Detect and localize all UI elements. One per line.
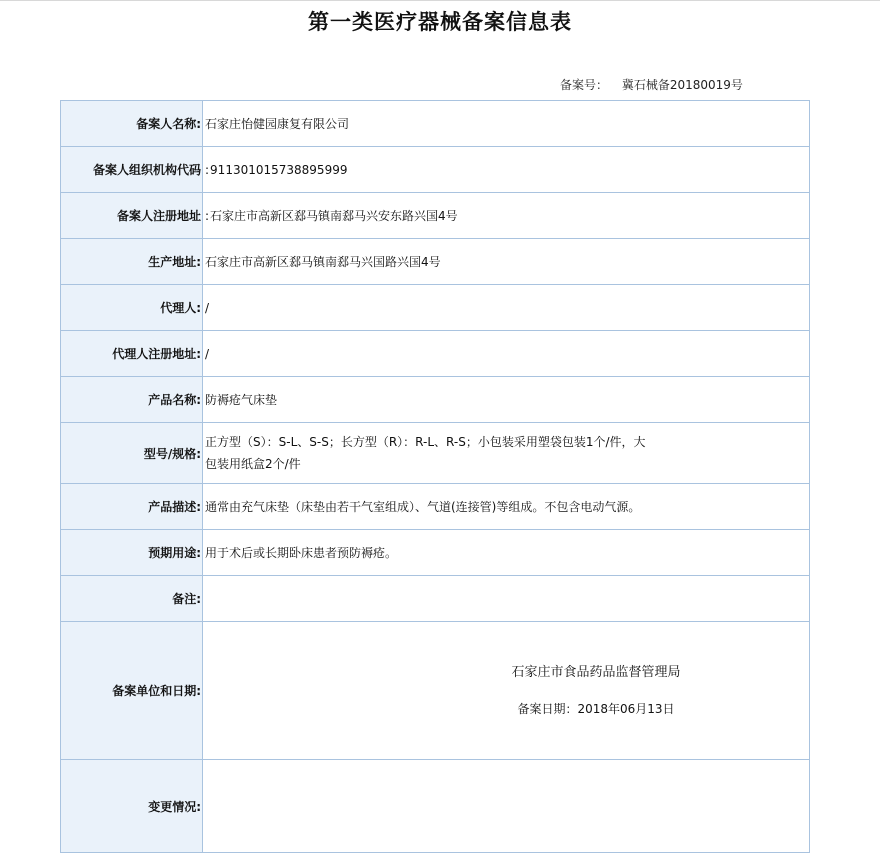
- filing-unit-name: 石家庄市食品药品监督管理局: [511, 664, 681, 680]
- table-row: [61, 530, 810, 576]
- org-code-value-text: 911301015738895999: [210, 162, 348, 177]
- table-row: [61, 423, 810, 484]
- row-label-filer-address: [61, 193, 203, 239]
- row-value-change-status: [203, 760, 810, 853]
- table-row: [61, 147, 810, 193]
- row-label-remarks: 备注:: [61, 576, 203, 622]
- filing-date: 备案日期：2018年06月13日: [517, 701, 675, 716]
- row-label-model-spec: 型号/规格:: [61, 423, 203, 484]
- table-row: [61, 760, 810, 853]
- row-value-agent-address: /: [203, 331, 810, 377]
- colon-mark: :: [205, 162, 210, 177]
- row-value-intended-use: 用于术后或长期卧床患者预防褥疮。: [203, 530, 810, 576]
- colon-mark: :: [205, 208, 210, 223]
- row-label-change-status: 变更情况:: [61, 760, 203, 853]
- filing-unit-block: [205, 662, 807, 720]
- row-value-agent: /: [203, 285, 810, 331]
- record-info-table: [60, 100, 810, 853]
- table-row: [61, 285, 810, 331]
- filer-address-label-text: 备案人注册地址: [116, 209, 201, 223]
- model-spec-line-1: 正方型（S）：S-L、S-S；长方型（R）：R-L、R-S；小包装采用塑袋包装1个/件，大: [205, 435, 646, 449]
- row-label-filer-name: 备案人名称:: [61, 101, 203, 147]
- row-value-filer-address: [203, 193, 810, 239]
- table-row: [61, 101, 810, 147]
- row-label-intended-use: 预期用途:: [61, 530, 203, 576]
- table-row: [61, 331, 810, 377]
- row-label-product-description: 产品描述:: [61, 484, 203, 530]
- row-value-remarks: [203, 576, 810, 622]
- filer-address-value-text: 石家庄市高新区郄马镇南郄马兴安东路兴国4号: [210, 208, 458, 223]
- table-row: [61, 576, 810, 622]
- row-label-production-address: 生产地址:: [61, 239, 203, 285]
- row-label-product-name: 产品名称:: [61, 377, 203, 423]
- row-label-filing-unit-date: 备案单位和日期:: [61, 622, 203, 760]
- table-row: [61, 484, 810, 530]
- record-number-value: 冀石械备20180019号: [621, 78, 743, 92]
- row-label-org-code: [61, 147, 203, 193]
- page-title: 第一类医疗器械备案信息表: [308, 9, 572, 34]
- row-value-model-spec: [203, 423, 810, 484]
- model-spec-line-2: 包装用纸盒2个/件: [205, 457, 301, 471]
- record-number: [560, 76, 743, 93]
- table-row: [61, 239, 810, 285]
- table-row: [61, 193, 810, 239]
- org-code-label-text: 备案人组织机构代码: [92, 163, 201, 177]
- row-label-agent-address: 代理人注册地址:: [61, 331, 203, 377]
- table-row: [61, 377, 810, 423]
- row-value-filing-unit-date: [203, 622, 810, 760]
- row-label-agent: 代理人:: [61, 285, 203, 331]
- row-value-product-name: 防褥疮气床垫: [203, 377, 810, 423]
- row-value-org-code: [203, 147, 810, 193]
- row-value-filer-name: 石家庄怡健园康复有限公司: [203, 101, 810, 147]
- table-row: [61, 622, 810, 760]
- row-value-production-address: 石家庄市高新区郄马镇南郄马兴国路兴国4号: [203, 239, 810, 285]
- row-value-product-description: 通常由充气床垫（床垫由若干气室组成）、气道(连接管)等组成。不包含电动气源。: [203, 484, 810, 530]
- top-divider: [0, 0, 880, 1]
- record-number-label: 备案号：: [560, 78, 609, 92]
